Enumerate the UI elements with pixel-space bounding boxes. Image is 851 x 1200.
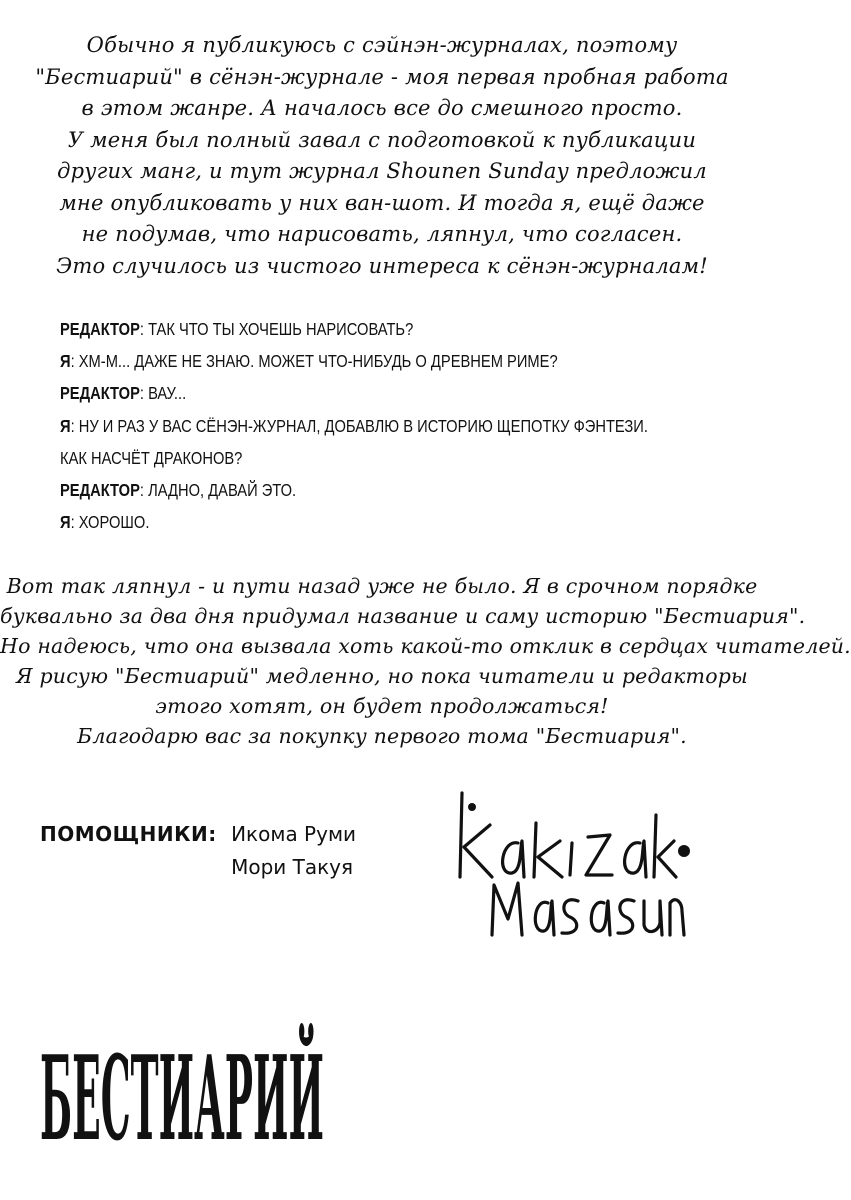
dialogue-separator: : bbox=[70, 351, 79, 372]
intro-line: в этом жанре. А началось все до смешного просто. bbox=[81, 96, 683, 120]
intro-line: "Бестиарий" в сёнэн-журнале - моя первая пробная работа bbox=[35, 64, 729, 89]
assistant-name: Мори Такуя bbox=[231, 855, 354, 879]
dialogue-separator: : bbox=[139, 319, 149, 339]
dialogue-row bbox=[60, 377, 631, 409]
outro-line: Но надеюсь, что она вызвала хоть какой-то отклик в сердцах читателей. bbox=[0, 634, 851, 658]
dialogue-speaker: Я bbox=[60, 351, 71, 372]
dialogue-text: ХМ-М... ДАЖЕ НЕ ЗНАЮ. МОЖЕТ ЧТО-НИБУДЬ О ДРЕВНЕМ РИМЕ? bbox=[78, 351, 558, 372]
intro-line: У меня был полный завал с подготовкой к публикации bbox=[67, 127, 697, 152]
dialogue-speaker: РЕДАКТОР bbox=[60, 319, 140, 339]
dialogue-separator: : bbox=[70, 512, 79, 533]
dialogue-text: КАК НАСЧЁТ ДРАКОНОВ? bbox=[60, 447, 243, 468]
outro-line: Благодарю вас за покупку первого тома "Бестиария". bbox=[77, 724, 687, 748]
bestiary-logo-text: БЕСТИАРИЙ bbox=[40, 1030, 690, 1168]
dialogue-separator: : bbox=[139, 480, 149, 501]
outro-line: Я рисую "Бестиарий" медленно, но пока читатели и редакторы bbox=[16, 664, 748, 688]
author-signature bbox=[452, 785, 692, 945]
dialogue-speaker: Я bbox=[60, 415, 71, 436]
intro-line: не подумав, что нарисовать, ляпнул, что согласен. bbox=[81, 222, 683, 246]
bestiary-logo bbox=[38, 1020, 690, 1180]
dialogue-row bbox=[60, 313, 631, 345]
dialogue-separator: : bbox=[70, 415, 79, 436]
dialogue-text: НУ И РАЗ У ВАС СЁНЭН-ЖУРНАЛ, ДОБАВЛЮ В ИСТОРИЮ ЩЕПОТКУ ФЭНТЕЗИ. bbox=[78, 415, 648, 436]
bestiary-logo-art bbox=[38, 1020, 690, 1180]
dialogue-row bbox=[60, 410, 648, 442]
intro-line: Обычно я публикуюсь с сэйнэн-журналах, поэтому bbox=[86, 33, 678, 57]
assistants-label: ПОМОЩНИКИ: bbox=[40, 822, 217, 846]
author-note-outro bbox=[0, 571, 851, 751]
dialogue-row bbox=[60, 345, 631, 377]
dialogue-speaker: РЕДАКТОР bbox=[60, 480, 140, 501]
outro-line: Вот так ляпнул - и пути назад уже не было. Я в срочном порядке bbox=[6, 574, 758, 598]
dialogue-speaker: Я bbox=[60, 512, 71, 533]
assistants-credit bbox=[40, 818, 356, 884]
dialogue-speaker: РЕДАКТОР bbox=[60, 383, 140, 404]
dialogue-text: ХОРОШО. bbox=[78, 512, 150, 533]
dialogue-row bbox=[60, 474, 631, 506]
intro-line: Это случилось из чистого интереса к сёнэн-журналам! bbox=[56, 253, 708, 278]
outro-line: этого хотят, он будет продолжаться! bbox=[155, 694, 609, 718]
dialogue-separator: : bbox=[139, 383, 149, 404]
dialogue-row bbox=[60, 442, 631, 474]
author-note-intro bbox=[0, 30, 764, 282]
dialogue-row bbox=[60, 506, 631, 538]
outro-line: буквально за два дня придумал название и саму историю "Бестиария". bbox=[0, 604, 806, 628]
dialogue-text: ЛАДНО, ДАВАЙ ЭТО. bbox=[148, 480, 297, 501]
intro-line: других манг, и тут журнал Shounen Sunday предложил bbox=[57, 159, 707, 183]
assistant-name: Икома Руми bbox=[231, 822, 357, 846]
dialogue-text: ТАК ЧТО ТЫ ХОЧЕШЬ НАРИСОВАТЬ? bbox=[148, 319, 414, 339]
assistants-names bbox=[231, 818, 356, 884]
intro-line: мне опубликовать у них ван-шот. И тогда я, ещё даже bbox=[59, 190, 705, 215]
dialogue-text: ВАУ... bbox=[148, 383, 187, 404]
dialogue-block bbox=[60, 313, 648, 538]
